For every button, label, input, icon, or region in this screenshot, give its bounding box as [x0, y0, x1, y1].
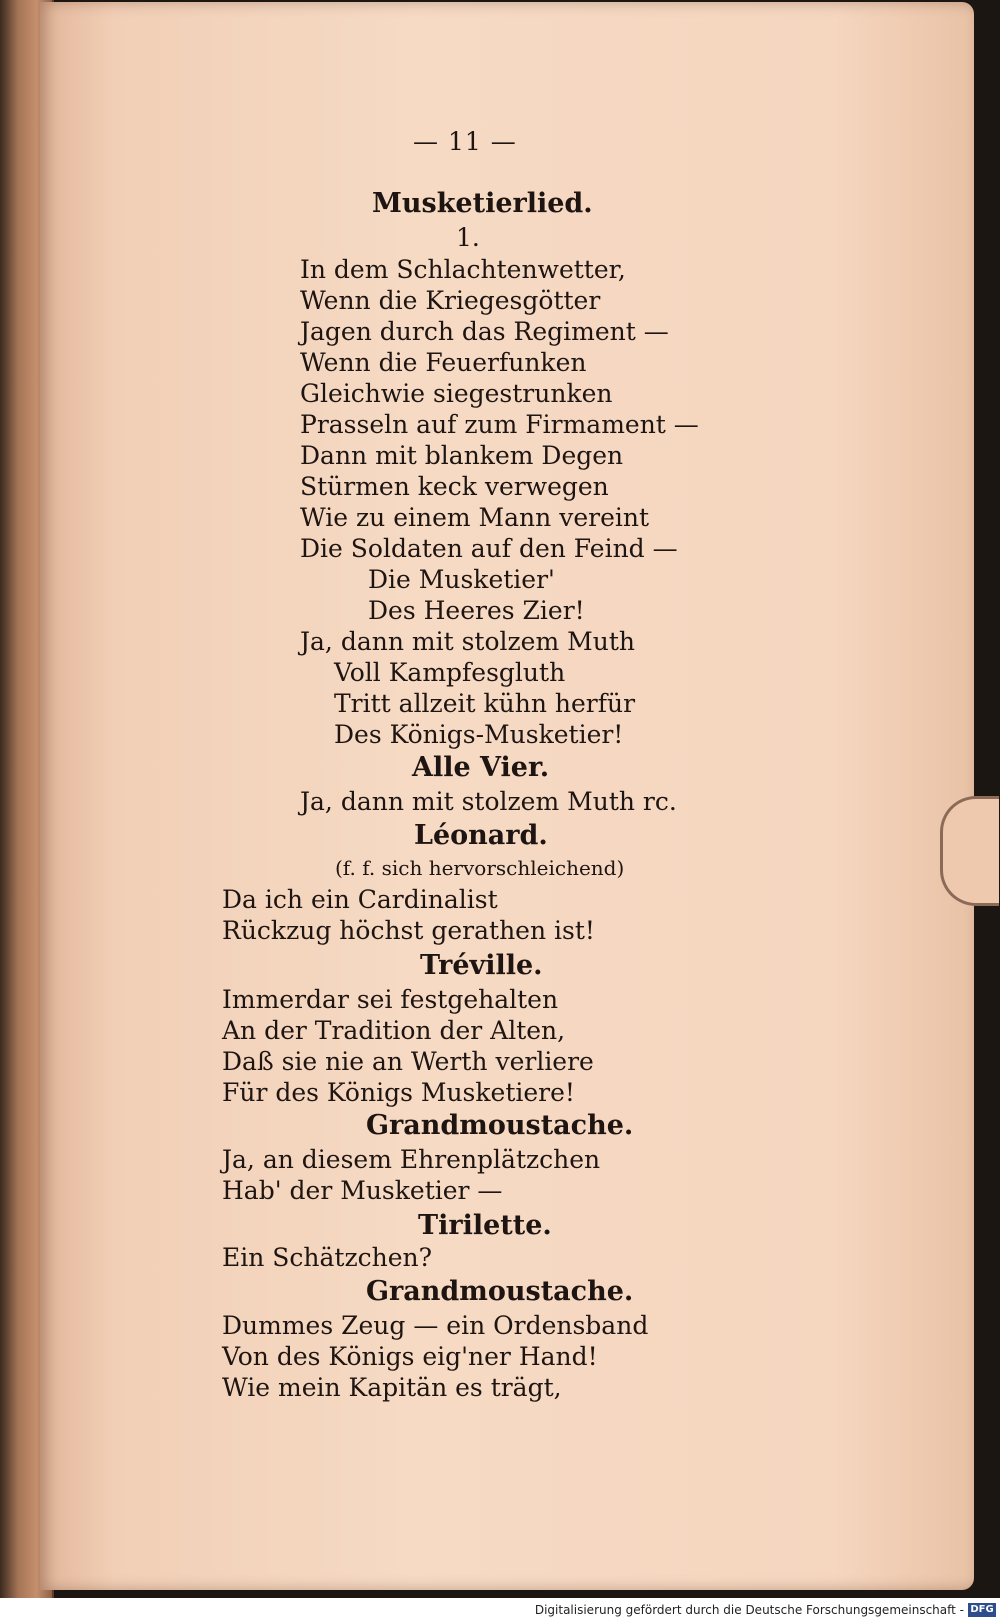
song-line: Wenn die Kriegesgötter — [300, 286, 601, 315]
song-line: Ja, dann mit stolzem Muth — [300, 627, 635, 656]
song-line: Jagen durch das Regiment — — [300, 317, 669, 346]
dialogue-line: An der Tradition der Alten, — [222, 1016, 566, 1045]
dialogue-line: Ein Schätzchen? — [222, 1243, 433, 1272]
dialogue-line: Ja, dann mit stolzem Muth rc. — [300, 787, 677, 816]
dialogue-line: Von des Königs eig'ner Hand! — [222, 1342, 598, 1371]
speaker-name: Alle Vier. — [412, 752, 550, 783]
dialogue-line: Ja, an diesem Ehrenplätzchen — [222, 1145, 601, 1174]
song-line: Tritt allzeit kühn herfür — [334, 689, 636, 718]
dialogue-line: Dummes Zeug — ein Ordensband — [222, 1311, 649, 1340]
speaker-name: Grandmoustache. — [366, 1276, 634, 1307]
verse-number: 1. — [456, 223, 480, 252]
song-line: Wie zu einem Mann vereint — [300, 503, 650, 532]
speaker-name: Tirilette. — [418, 1210, 552, 1241]
song-line: Des Heeres Zier! — [368, 596, 585, 625]
song-line: In dem Schlachtenwetter, — [300, 255, 626, 284]
song-line: Prasseln auf zum Firmament — — [300, 410, 699, 439]
song-line: Die Musketier' — [368, 565, 555, 594]
speaker-name: Grandmoustache. — [366, 1110, 634, 1141]
song-line: Wenn die Feuerfunken — [300, 348, 587, 377]
song-line: Die Soldaten auf den Feind — — [300, 534, 678, 563]
dialogue-line: Rückzug höchst gerathen ist! — [222, 916, 595, 945]
dialogue-line: Für des Königs Musketiere! — [222, 1078, 575, 1107]
page-tab — [940, 796, 999, 906]
dialogue-line: Wie mein Kapitän es trägt, — [222, 1373, 562, 1402]
song-line: Voll Kampfesgluth — [334, 658, 566, 687]
dialogue-line: Immerdar sei festgehalten — [222, 985, 559, 1014]
song-line: Gleichwie siegestrunken — [300, 379, 613, 408]
speaker-name: Léonard. — [414, 820, 548, 851]
song-line: Des Königs-Musketier! — [334, 720, 624, 749]
song-line: Dann mit blankem Degen — [300, 441, 624, 470]
page-number: — 11 — — [413, 127, 517, 156]
speaker-name: Tréville. — [420, 950, 543, 981]
song-title: Musketierlied. — [372, 188, 593, 219]
dialogue-line: Da ich ein Cardinalist — [222, 885, 498, 914]
footer-credit: Digitalisierung gefördert durch die Deutsche Forschungsgemeinschaft - — [534, 1603, 964, 1617]
stage-direction: (f. f. sich hervorschleichend) — [335, 856, 625, 880]
footer-bar — [0, 1598, 1000, 1624]
dfg-logo-icon: DFG — [968, 1603, 996, 1617]
dialogue-line: Daß sie nie an Werth verliere — [222, 1047, 594, 1076]
song-line: Stürmen keck verwegen — [300, 472, 609, 501]
dialogue-line: Hab' der Musketier — — [222, 1176, 503, 1205]
